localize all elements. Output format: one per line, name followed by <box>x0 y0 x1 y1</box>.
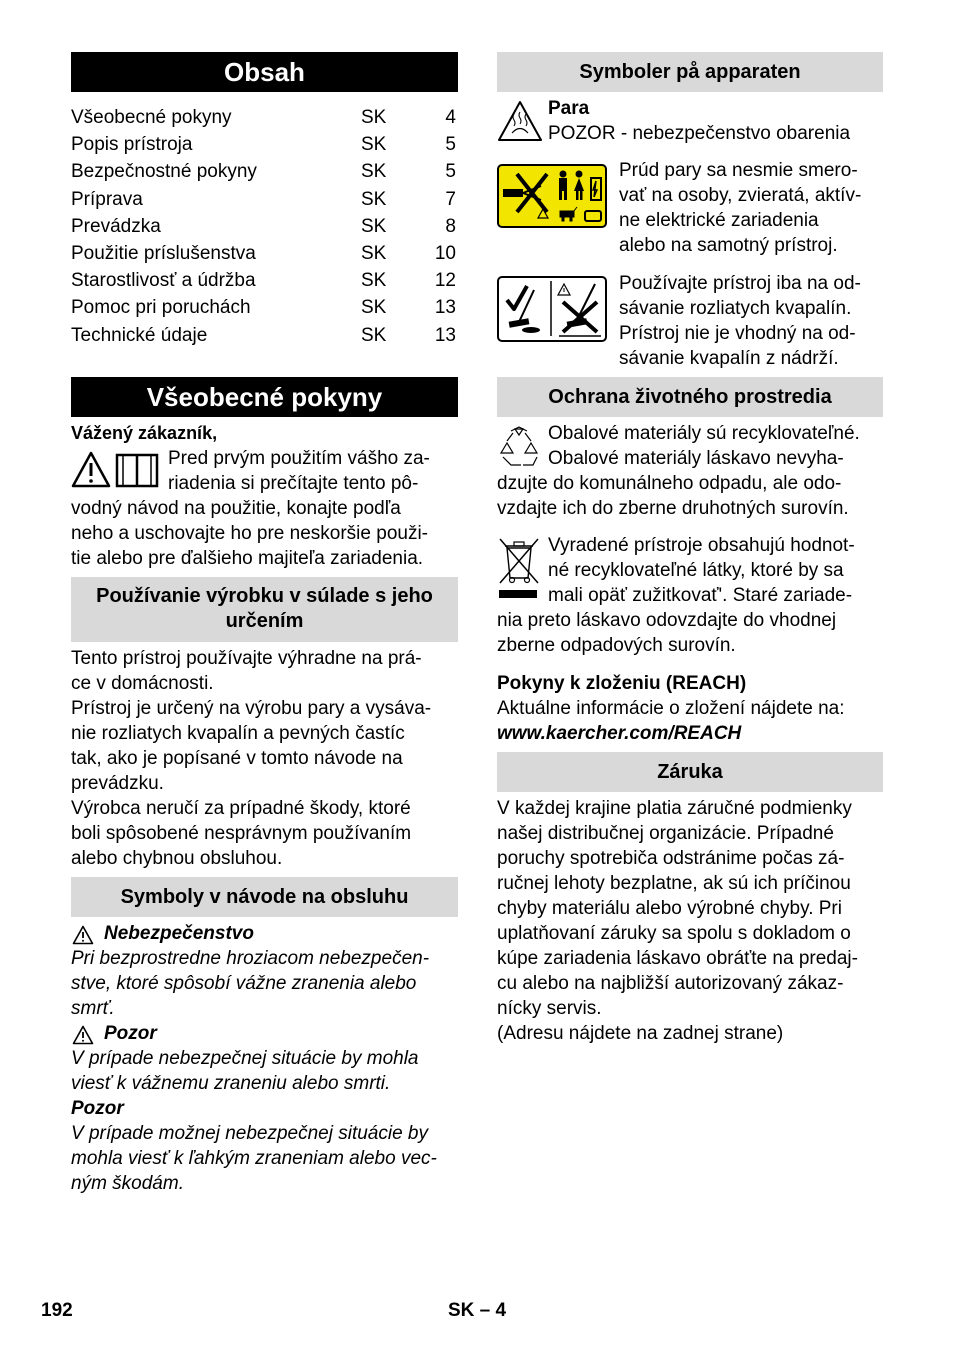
suction-text-line: sávanie kvapalín z nádrží. <box>619 348 839 369</box>
caution-text-line: ným škodám. <box>71 1173 184 1194</box>
warning-label: Pozor <box>104 1023 157 1044</box>
general-heading: Všeobecné pokyny <box>71 377 458 417</box>
toc-entry-title: Starostlivosť a údržba <box>71 270 256 292</box>
toc-entry-page: 5 <box>445 134 456 156</box>
read-manual-icon <box>72 451 162 489</box>
salutation: Vážený zákazník, <box>71 423 218 443</box>
warranty-text-line: uplatňovaní záruky sa spolu s dokladom o <box>497 923 851 944</box>
device-symbols-heading: Symboler på apparaten <box>497 52 883 92</box>
suction-text-line: Prístroj nie je vhodný na od- <box>619 323 856 344</box>
intended-use-text-line: alebo chybnou obsluhou. <box>71 848 283 869</box>
general-text-line: tie alebo pre ďalšieho majiteľa zariadenia. <box>71 548 424 569</box>
toc-entry-title: Technické údaje <box>71 324 208 346</box>
suction-text-line: Používajte prístroj iba na od- <box>619 273 861 294</box>
caution-text-line: V prípade možnej nebezpečnej situácie by <box>71 1123 429 1144</box>
warranty-heading: Záruka <box>497 752 883 792</box>
intended-use-text-line: ce v domácnosti. <box>71 673 214 694</box>
warranty-text-line: V každej krajine platia záručné podmienky <box>497 798 852 819</box>
reach-title: Pokyny k zloženiu (REACH) <box>497 673 747 694</box>
toc-entry-page: 10 <box>434 243 456 264</box>
toc-row[interactable] <box>71 240 458 267</box>
danger-text-line: Pri bezprostredne hroziacom nebezpečen- <box>71 948 430 969</box>
toc-row[interactable] <box>71 186 458 213</box>
toc-entry-language: SK <box>361 297 387 319</box>
weee-text-line: né recyklovateľné látky, ktoré by sa <box>548 560 844 581</box>
packaging-text-line: vzdajte ich do zberne druhotných surovín. <box>497 498 849 519</box>
intended-use-text-line: prevádzku. <box>71 773 164 794</box>
environment-heading: Ochrana životného prostredia <box>497 377 883 417</box>
toc-entry-page: 13 <box>434 324 456 346</box>
toc-row[interactable] <box>71 267 458 294</box>
danger-warning-icon <box>72 925 94 945</box>
toc-row[interactable] <box>71 158 458 185</box>
toc-row[interactable] <box>71 213 458 240</box>
warning-text-line: V prípade nebezpečnej situácie by mohla <box>71 1048 419 1069</box>
steam-direction-line: alebo na samotný prístroj. <box>619 235 838 256</box>
toc-heading: Obsah <box>71 52 458 92</box>
toc-row[interactable] <box>71 294 458 321</box>
steam-warning-icon <box>497 100 543 142</box>
intended-use-text-line: Tento prístroj používajte výhradne na prá- <box>71 648 422 669</box>
toc-row[interactable] <box>71 322 458 349</box>
toc-entry-title: Prevádzka <box>71 215 161 237</box>
toc-entry-language: SK <box>361 324 387 346</box>
intended-use-heading-line2: určením <box>225 610 304 632</box>
warranty-text-line: cu alebo na najbližší autorizovaný zákaz- <box>497 973 844 994</box>
general-text-line: neho a uschovajte ho pre neskoršie použi- <box>71 523 429 544</box>
weee-text-line: Vyradené prístroje obsahujú hodnot- <box>548 535 855 556</box>
intended-use-text-line: Výrobca neručí za prípadné škody, ktoré <box>71 798 411 819</box>
warranty-text-line: ručnej lehoty bezplatne, ak sú ich príčinou <box>497 873 851 894</box>
toc-entry-page: 8 <box>445 215 456 237</box>
intended-use-heading <box>71 577 458 642</box>
danger-text-line: smrť. <box>71 998 115 1019</box>
toc-entry-title: Pomoc pri poruchách <box>71 297 251 319</box>
toc-entry-language: SK <box>361 270 387 292</box>
toc-entry-language: SK <box>361 107 387 128</box>
toc-entry-title: Príprava <box>71 188 143 210</box>
intended-use-heading-line1: Používanie výrobku v súlade s jeho <box>96 585 433 607</box>
weee-text-line: zberne odpadových surovín. <box>497 635 736 656</box>
warning-text-line: viesť k vážnemu zraneniu alebo smrti. <box>71 1073 391 1094</box>
warranty-text-line: kúpe zariadenia láskavo obráťte na predaj- <box>497 948 858 969</box>
symbols-manual-heading: Symboly v návode na obsluhu <box>71 877 458 917</box>
packaging-text-line: Obalové materiály láskavo nevyha- <box>548 448 844 469</box>
weee-text-line: mali opäť zužitkovať'. Staré zariade- <box>548 585 853 606</box>
general-text-line: Pred prvým použitím vášho za- <box>168 448 430 469</box>
steam-direction-line: ne elektrické zariadenia <box>619 210 819 231</box>
recycling-icon <box>497 425 541 469</box>
toc-entry-page: 5 <box>445 161 456 183</box>
danger-text-line: stve, ktoré spôsobí vážne zranenia alebo <box>71 973 417 994</box>
packaging-text-line: Obalové materiály sú recyklovateľné. <box>548 423 860 444</box>
crossed-out-bin-icon <box>497 536 541 602</box>
toc-row[interactable] <box>71 131 458 158</box>
toc-entry-page: 12 <box>434 270 456 292</box>
toc-entry-title: Bezpečnostné pokyny <box>71 161 257 183</box>
general-text-line: riadenia si prečítajte tento pô- <box>168 473 419 494</box>
toc-entry-page: 4 <box>445 107 456 128</box>
caution-text-line: mohla viesť k ľahkým zraneniam alebo vec- <box>71 1148 437 1169</box>
intended-use-text-line: boli spôsobené nesprávnym používaním <box>71 823 412 844</box>
toc-entry-language: SK <box>361 243 387 264</box>
steam-direction-line: Prúd pary sa nesmie smero- <box>619 160 858 181</box>
danger-label: Nebezpečenstvo <box>104 923 254 944</box>
toc-row[interactable] <box>71 104 458 131</box>
intended-use-text-line: tak, ako je popísané v tomto návode na <box>71 748 403 769</box>
steam-direction-line: vať na osoby, zvieratá, aktív- <box>619 185 862 206</box>
suction-text-line: sávanie rozliatych kvapalín. <box>619 298 852 319</box>
section-marker: SK – 4 <box>448 1300 507 1321</box>
warranty-text-line: nícky servis. <box>497 998 602 1019</box>
toc-entry-page: 13 <box>434 297 456 319</box>
warranty-text-line: našej distribučnej organizácie. Prípadné <box>497 823 834 844</box>
toc-entry-language: SK <box>361 134 387 156</box>
reach-link[interactable]: www.kaercher.com/REACH <box>497 723 742 744</box>
suction-only-spilled-liquids-icon <box>497 276 607 342</box>
caution-warning-icon <box>72 1025 94 1045</box>
page-number: 192 <box>41 1300 73 1321</box>
warranty-text-line: poruchy spotrebiča odstránime počas zá- <box>497 848 845 869</box>
steam-text: POZOR - nebezpečenstvo obarenia <box>548 123 851 144</box>
caution-label: Pozor <box>71 1098 124 1119</box>
warranty-text-line: chyby materiálu alebo výrobné chyby. Pri <box>497 898 842 919</box>
toc-entry-title: Všeobecné pokyny <box>71 107 232 128</box>
general-text-line: vodný návod na použitie, konajte podľa <box>71 498 401 519</box>
intended-use-text-line: nie rozliatych kvapalín a pevných častíc <box>71 723 405 744</box>
reach-text: Aktuálne informácie o zložení nájdete na: <box>497 698 845 719</box>
toc-entry-language: SK <box>361 161 387 183</box>
toc-entry-language: SK <box>361 215 387 237</box>
toc-entry-title: Použitie príslušenstva <box>71 243 256 264</box>
toc-entry-title: Popis prístroja <box>71 134 193 156</box>
intended-use-text-line: Prístroj je určený na výrobu pary a vysáva- <box>71 698 432 719</box>
no-steam-on-people-icon <box>497 164 607 228</box>
warranty-text-line: (Adresu nájdete na zadnej strane) <box>497 1023 784 1044</box>
toc-entry-page: 7 <box>445 188 456 210</box>
toc-entry-language: SK <box>361 188 387 210</box>
steam-title: Para <box>548 98 590 119</box>
weee-text-line: nia preto láskavo odovzdajte do vhodnej <box>497 610 837 631</box>
packaging-text-line: dzujte do komunálneho odpadu, ale odo- <box>497 473 842 494</box>
